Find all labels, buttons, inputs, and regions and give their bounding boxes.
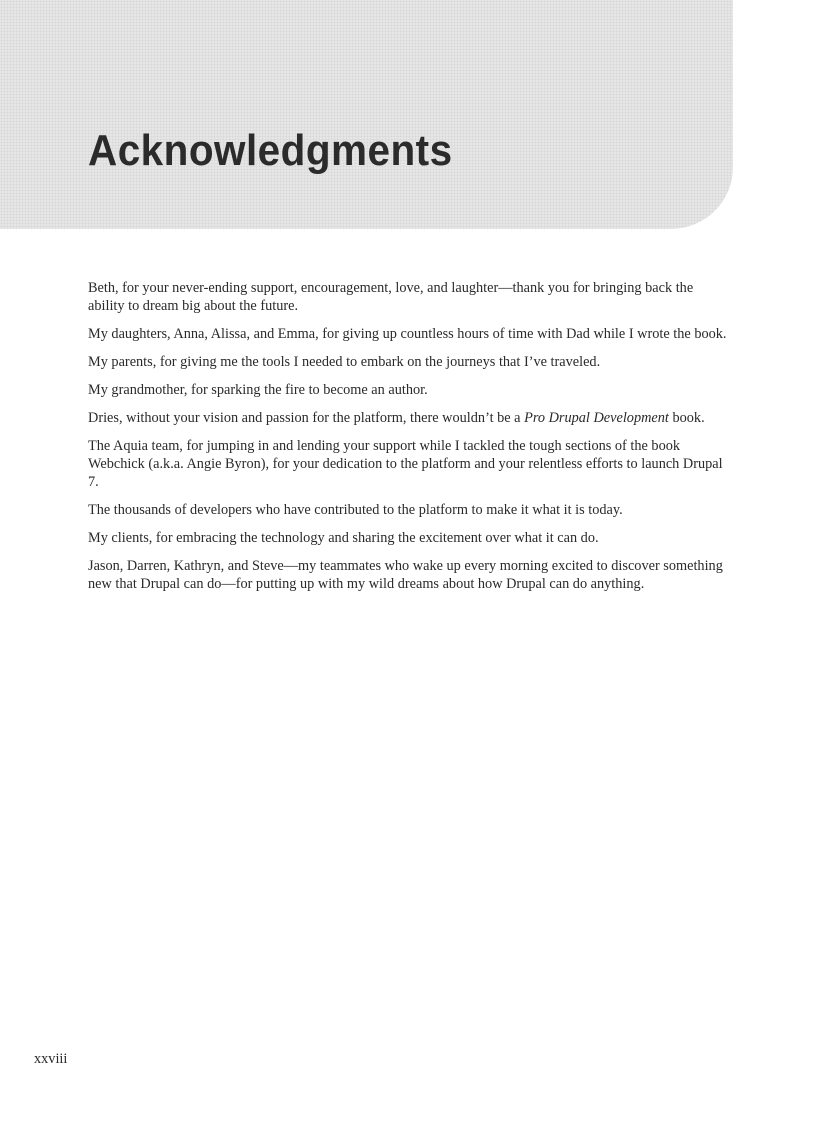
page-number: xxviii xyxy=(34,1051,68,1067)
paragraph-teammates: Jason, Darren, Kathryn, and Steve—my teammates who wake up every morning excited to discover something new that Drupal can do—for putting up with my wild dreams about how Drupal can do anything. xyxy=(88,558,723,592)
paragraph-clients: My clients, for embracing the technology and sharing the excitement over what it can do. xyxy=(88,530,599,546)
paragraph-parents: My parents, for giving me the tools I needed to embark on the journeys that I’ve traveled. xyxy=(88,354,601,370)
paragraph-daughters: My daughters, Anna, Alissa, and Emma, for giving up countless hours of time with Dad while I wrote the book. xyxy=(88,326,727,342)
paragraph-aquia: The Aquia team, for jumping in and lending your support while I tackled the tough sections of the book xyxy=(88,438,681,454)
paragraph-webchick: Webchick (a.k.a. Angie Byron), for your dedication to the platform and your relentless efforts to launch Drupal 7. xyxy=(88,456,723,490)
book-title: Pro Drupal Development xyxy=(524,410,669,426)
acknowledgments-body xyxy=(88,279,728,603)
chapter-title: Acknowledgments xyxy=(88,126,453,175)
paragraph-dries-end: book. xyxy=(668,410,705,426)
paragraph-dries xyxy=(88,409,728,427)
chapter-header-band xyxy=(0,0,733,229)
paragraph-developers: The thousands of developers who have contributed to the platform to make it what it is today. xyxy=(88,502,623,518)
paragraph-grandmother: My grandmother, for sparking the fire to become an author. xyxy=(88,382,428,398)
paragraph-beth: Beth, for your never-ending support, encouragement, love, and laughter—thank you for bringing back the ability to dream big about the future. xyxy=(88,280,694,314)
paragraph-dries-text: Dries, without your vision and passion for the platform, there wouldn’t be a xyxy=(88,410,525,426)
